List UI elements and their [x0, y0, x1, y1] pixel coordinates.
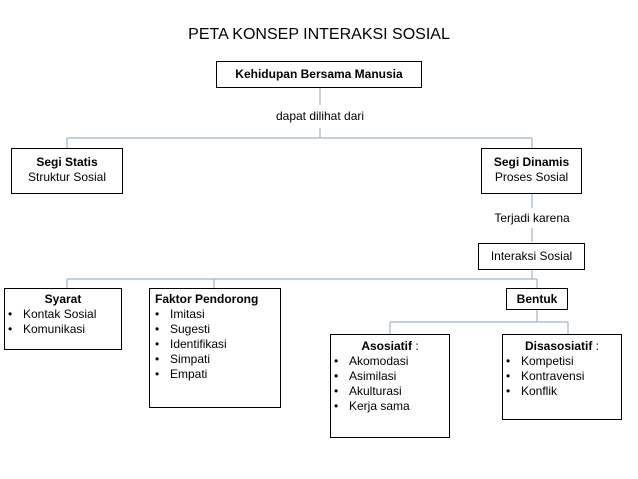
interaksi-sosial-label: Interaksi Sosial [490, 249, 573, 263]
list-item: • Kerja sama [331, 399, 449, 414]
root-node-label: Kehidupan Bersama Manusia [235, 67, 403, 81]
link-label-dinamis: Terjadi karena [494, 211, 570, 225]
disasosiatif-heading [503, 339, 621, 354]
segi-dinamis-node [481, 148, 582, 194]
faktor-pendorong-title: Faktor Pendorong [155, 292, 259, 306]
asosiatif-title: Asosiatif [361, 339, 412, 353]
faktor-pendorong-list [152, 307, 280, 382]
link-label-root: dapat dilihat dari [275, 109, 365, 123]
faktor-pendorong-node [149, 288, 281, 408]
segi-dinamis-subtitle: Proses Sosial [494, 170, 569, 184]
interaksi-sosial-node [478, 243, 585, 270]
list-item: • Akulturasi [331, 384, 449, 399]
list-item: • Konflik [503, 384, 621, 399]
list-item: • Identifikasi [152, 337, 280, 352]
segi-dinamis-title: Segi Dinamis [493, 155, 570, 169]
list-item: • Empati [152, 367, 280, 382]
syarat-node [4, 288, 122, 350]
disasosiatif-node [502, 334, 622, 420]
syarat-list [5, 307, 121, 337]
asosiatif-node [330, 334, 450, 438]
bentuk-node [506, 288, 568, 310]
segi-statis-title: Segi Statis [36, 155, 98, 169]
segi-statis-node [11, 148, 123, 194]
asosiatif-heading [331, 339, 449, 354]
list-item: • Akomodasi [331, 354, 449, 369]
list-item: • Sugesti [152, 322, 280, 337]
list-item: • Komunikasi [5, 322, 121, 337]
list-item: • Kontravensi [503, 369, 621, 384]
list-item: • Kompetisi [503, 354, 621, 369]
disasosiatif-list [503, 354, 621, 399]
list-item: • Kontak Sosial [5, 307, 121, 322]
list-item: • Simpati [152, 352, 280, 367]
asosiatif-suffix: : [412, 339, 419, 353]
root-node [216, 61, 422, 88]
disasosiatif-suffix: : [592, 339, 600, 353]
list-item: • Asimilasi [331, 369, 449, 384]
page-title: PETA KONSEP INTERAKSI SOSIAL [188, 26, 450, 43]
syarat-title: Syarat [44, 292, 82, 306]
segi-statis-subtitle: Struktur Sosial [27, 170, 107, 184]
asosiatif-list [331, 354, 449, 414]
list-item: • Imitasi [152, 307, 280, 322]
bentuk-title: Bentuk [516, 292, 558, 306]
disasosiatif-title: Disasosiatif [524, 339, 593, 353]
